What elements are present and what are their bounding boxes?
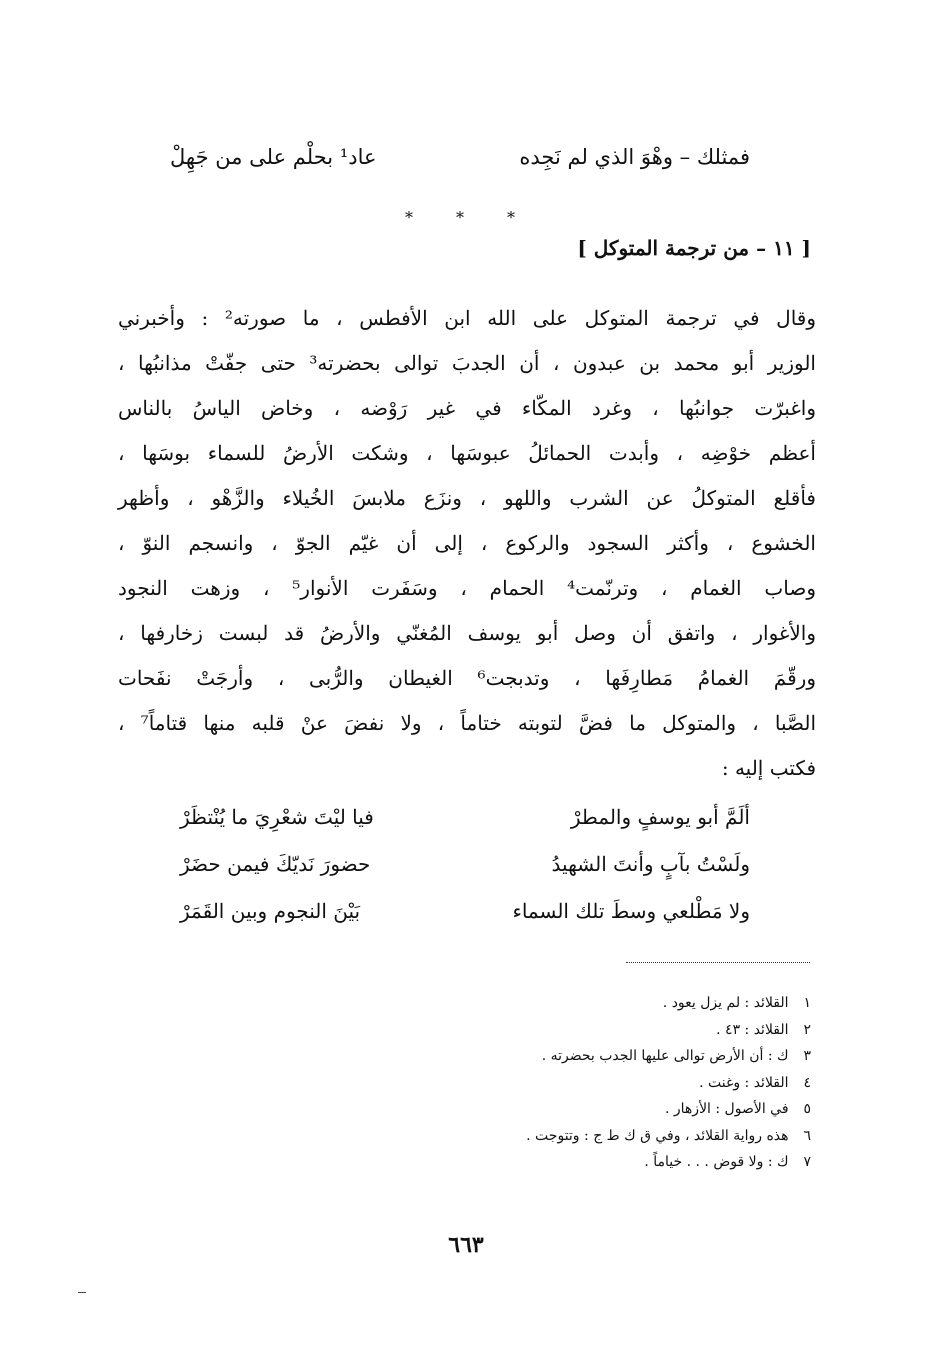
separator-star: * — [507, 208, 515, 227]
footnote — [291, 1017, 811, 1044]
body-line: أعظم خوْضِه ، وأبدت الحمائلُ عبوسَها ، وشكت الأرضُ للسماء بوسَها ، — [118, 441, 816, 465]
footnote-number: ٥ — [803, 1101, 811, 1117]
body-line: وصاب الغمام ، وترنّمت⁴ الحمام ، وسَفَرت الأنوار⁵ ، وزهت النجود — [118, 576, 816, 600]
section-separator — [405, 208, 515, 228]
footnote — [291, 1043, 811, 1070]
footnote — [291, 1096, 811, 1123]
poem-verse — [180, 801, 750, 848]
separator-star: * — [405, 208, 413, 227]
poem-verse — [180, 848, 750, 895]
body-line: الوزير أبو محمد بن عبدون ، أن الجدبَ توالى بحضرته³ حتى جفّتْ مذانبُها ، — [118, 351, 816, 375]
footnote — [291, 1070, 811, 1097]
footnote — [291, 990, 811, 1017]
verse-second-hemistich: بَيْنَ النجوم وبين القَمَرْ — [180, 899, 361, 923]
footnotes — [291, 990, 811, 1176]
separator-star: * — [456, 208, 464, 227]
verse-second-hemistich: حضورَ نَديّكَ فيمن حضَرْ — [180, 852, 371, 876]
body-line: الصَّبا ، والمتوكل ما فضَّ لتوبته ختاماً ، ولا نفضَ عنْ قلبه منها قتاماً⁷ ، — [118, 711, 816, 735]
footnote-number: ٧ — [803, 1154, 811, 1170]
footnote-number: ٦ — [803, 1127, 811, 1144]
footnote — [291, 1149, 811, 1176]
page-number: ٦٦٣ — [448, 1232, 484, 1258]
body-line: وقال في ترجمة المتوكل على الله ابن الأفطس ، ما صورته² : وأخبرني — [118, 306, 816, 330]
verse-second-hemistich: فيا ليْتَ شعْرِيَ ما يُنْتظَرْ — [180, 805, 374, 829]
verse-first-hemistich: ولَسْتُ بآبٍ وأنتَ الشهيدُ — [551, 852, 750, 876]
body-line: والأغوار ، واتفق أن وصل أبو يوسف المُغنّي والأرضُ قد لبست زخارفها ، — [118, 621, 816, 645]
footnote — [291, 1123, 811, 1150]
poem — [180, 801, 750, 942]
body-line: واغبرّت جوانبُها ، وغرد المكّاء في غير رَوْضه ، وخاض الياسُ بالناس — [118, 396, 816, 420]
body-line: فكتب إليه : — [721, 756, 816, 780]
body-line: الخشوع ، وأكثر السجود والركوع ، إلى أن غيّم الجوّ ، وانسجم النوّ ، — [118, 531, 816, 555]
footnote-text: ك : ولا قوض . . . خياماً . — [644, 1154, 789, 1170]
body-line: ورقّمَ الغمامُ مَطارِفَها ، وتدبجت⁶ الغيطان والرُّبى ، وأرجَتْ نفَحات — [118, 666, 816, 690]
margin-mark — [78, 1292, 86, 1293]
opening-couplet — [170, 145, 750, 185]
footnote-number: ٢ — [803, 1021, 811, 1038]
poem-verse — [180, 895, 750, 942]
footnote-text: القلائد : لم يزل يعود . — [662, 995, 789, 1011]
footnote-text: هذه رواية القلائد ، وفي ق ك ط ج : وتتوجت . — [526, 1127, 789, 1144]
body-line: فأقلع المتوكلُ عن الشرب واللهو ، ونزَع ملابسَ الخُيلاء والزَّهْو ، وأظهر — [118, 486, 816, 510]
couplet-hemistich-left: عاد¹ بحلْم على من جَهِلْ — [170, 145, 377, 169]
verse-first-hemistich: ولا مَطْلعي وسطَ تلك السماء — [512, 899, 750, 923]
footnote-number: ٣ — [803, 1048, 811, 1064]
footnote-divider — [626, 962, 810, 963]
section-heading: [ ١١ – من ترجمة المتوكل ] — [577, 236, 811, 260]
verse-first-hemistich: ألَمَّ أبو يوسفٍ والمطرْ — [570, 805, 750, 829]
footnote-number: ١ — [803, 995, 811, 1011]
body-text — [118, 296, 816, 791]
couplet-hemistich-right: فمثلك – وهْوَ الذي لم نَجِده — [519, 145, 750, 169]
footnote-number: ٤ — [803, 1074, 811, 1091]
footnote-text: ك : أن الأرض توالى عليها الجدب بحضرته . — [541, 1048, 789, 1064]
footnote-text: القلائد : ٤٣ . — [716, 1021, 789, 1038]
footnote-text: في الأصول : الأزهار . — [665, 1101, 789, 1117]
footnote-text: القلائد : وغنت . — [699, 1074, 789, 1091]
